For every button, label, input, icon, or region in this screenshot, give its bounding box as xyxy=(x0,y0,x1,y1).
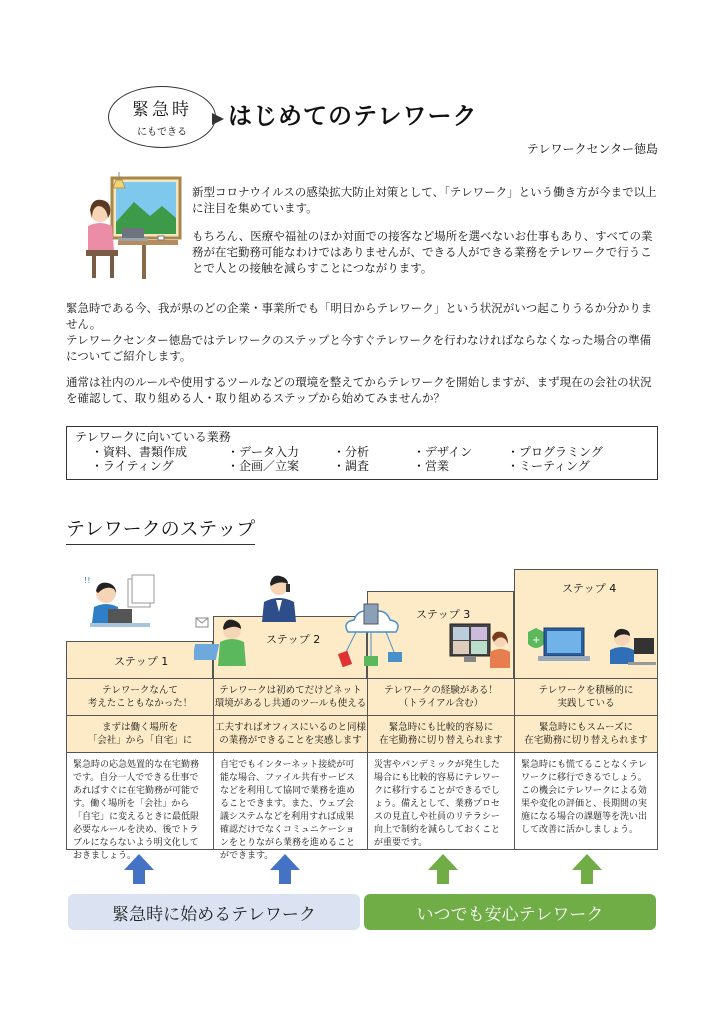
cloud-network-illustration xyxy=(336,602,406,670)
action-line: まずは働く場所を xyxy=(101,722,178,733)
anytime-telework-banner: いつでも安心テレワーク xyxy=(364,894,656,930)
page-title: はじめてのテレワーク xyxy=(228,102,478,130)
step-2-status xyxy=(213,678,368,716)
bubble-line2: にもできる xyxy=(137,127,187,138)
step-4-description: 緊急時にも慌てることなくテレワークに移行できるでしょう。この機会にテレワークによる効果や変化の評価と、長期間の実施になる場合の課題等を洗い出して改善に活かしましょう。 xyxy=(514,752,658,850)
status-line: テレワークの経験がある！ xyxy=(384,685,498,696)
status-line: テレワークは初めてだけどネット xyxy=(219,685,362,696)
status-line: 実践している xyxy=(557,698,615,709)
action-line: 緊急時にもスムーズに xyxy=(538,722,634,733)
suitable-tasks-box xyxy=(66,426,658,480)
step-2-action xyxy=(213,715,368,753)
emergency-telework-banner: 緊急時に始めるテレワーク xyxy=(68,894,360,930)
step-4-action xyxy=(514,715,658,753)
video-conference-illustration xyxy=(448,622,510,668)
tasks-heading: テレワークに向いている業務 xyxy=(75,430,231,444)
task-item: ・資料、書類作成 xyxy=(91,445,188,459)
man-on-phone-illustration xyxy=(258,572,300,622)
step-3-status xyxy=(367,678,515,716)
step-1-description: 緊急時の応急処置的な在宅勤務です。自分一人でできる仕事であればすぐに在宅勤務が可能です。働く場所を「会社」から「自宅」に変えるときに最低限必要なルールを決め、後でトラブルにならないよう明文化しておきましょう。 xyxy=(66,752,214,850)
up-arrow-icon xyxy=(268,852,302,886)
status-line: テレワークなんて xyxy=(102,685,178,696)
task-item: ・データ入力 xyxy=(227,445,300,459)
step-2-description: 自宅でもインターネット接続が可能な場合、ファイル共有サービスなどを利用して協同で業務を進めることできます。また、ウェブ会議システムなどを利用すれば成果確認だけでなくコミュニケーションをとりながら業務を進めることができます。 xyxy=(213,752,368,850)
status-line: 考えたこともなかった！ xyxy=(87,698,193,709)
svg-text:!!: !! xyxy=(84,576,91,585)
status-line: 環境があるし共通のツールも使える xyxy=(214,698,367,709)
man-with-laptop-illustration xyxy=(194,612,254,668)
step-1-label: ステップ 1 xyxy=(114,655,169,668)
woman-working-illustration xyxy=(78,172,183,282)
secure-laptop-illustration xyxy=(524,624,590,670)
step-3-action xyxy=(367,715,515,753)
task-item: ・プログラミング xyxy=(507,445,603,459)
task-item: ・ミーティング xyxy=(507,459,590,473)
step-4-label: ステップ 4 xyxy=(562,582,617,595)
stressed-worker-illustration xyxy=(80,573,160,633)
task-item: ・ライティング xyxy=(91,459,174,473)
task-item: ・デザイン xyxy=(413,445,473,459)
action-line: 工夫すればオフィスにいるのと同様 xyxy=(215,722,366,733)
status-line: （トライアル含む） xyxy=(398,698,484,709)
up-arrow-icon xyxy=(570,852,604,886)
body-paragraph-1: 緊急時である今、我が県のどの企業・事業所でも「明日からテレワーク」という状況がいつ起こりうるか分かりません。 xyxy=(66,301,653,331)
step-3-label: ステップ 3 xyxy=(416,608,471,621)
body-paragraph-2: テレワークセンター徳島ではテレワークのステップと今すぐテレワークを行わなければならなくなった場合の準備についてご紹介します。 xyxy=(66,333,652,363)
body-paragraph-3: 通常は社内のルールや使用するツールなどの環境を整えてからテレワークを開始しますが、まず現在の会社の状況を確認して、取り組める人・取り組めるステップから始めてみませんか？ xyxy=(66,375,652,405)
intro-paragraph-2: もちろん、医療や福祉のほか対面での接客など場所を選べないお仕事もあり、すべての業務が在宅勤務可能なわけではありませんが、できる人ができる業務をテレワークで行うことで人との接触を減らすことにつながります。 xyxy=(192,229,653,275)
tasks-list xyxy=(75,445,649,475)
bubble-line1: 緊急時 xyxy=(132,100,192,120)
task-item: ・企画／立案 xyxy=(227,459,300,473)
action-line: 緊急時にも比較的容易に xyxy=(388,722,494,733)
steps-heading: テレワークのステップ xyxy=(66,514,255,545)
step-2-label: ステップ 2 xyxy=(266,633,321,646)
action-line: 在宅勤務に切り替えられます xyxy=(524,735,648,746)
action-line: 在宅勤務に切り替えられます xyxy=(379,735,503,746)
organization-name: テレワークセンター徳島 xyxy=(526,142,658,156)
man-at-desk-illustration xyxy=(608,624,656,670)
step-1-action xyxy=(66,715,214,753)
step-4-status xyxy=(514,678,658,716)
intro-paragraph-1: 新型コロナウイルスの感染拡大防止対策として、「テレワーク」という働き方が今まで以上に注目を集めています。 xyxy=(192,185,657,215)
svg-text:+: + xyxy=(532,635,541,646)
action-line: 「会社」から「自宅」に xyxy=(87,735,193,746)
task-item: ・分析 xyxy=(333,445,370,459)
task-item: ・営業 xyxy=(413,459,450,473)
status-line: テレワークを積極的に xyxy=(538,685,634,696)
speech-bubble xyxy=(108,86,216,148)
action-line: の業務ができることを実感します xyxy=(219,735,362,746)
task-item: ・調査 xyxy=(333,459,370,473)
step-1-status xyxy=(66,678,214,716)
up-arrow-icon xyxy=(426,852,460,886)
up-arrow-icon xyxy=(122,852,156,886)
step-3-description: 災害やパンデミックが発生した場合にも比較的容易にテレワークに移行することができるでしょう。備えとして、業務プロセスの見直しや社員のリテラシー向上で制約を減らしておくことが重要です。 xyxy=(367,752,515,850)
